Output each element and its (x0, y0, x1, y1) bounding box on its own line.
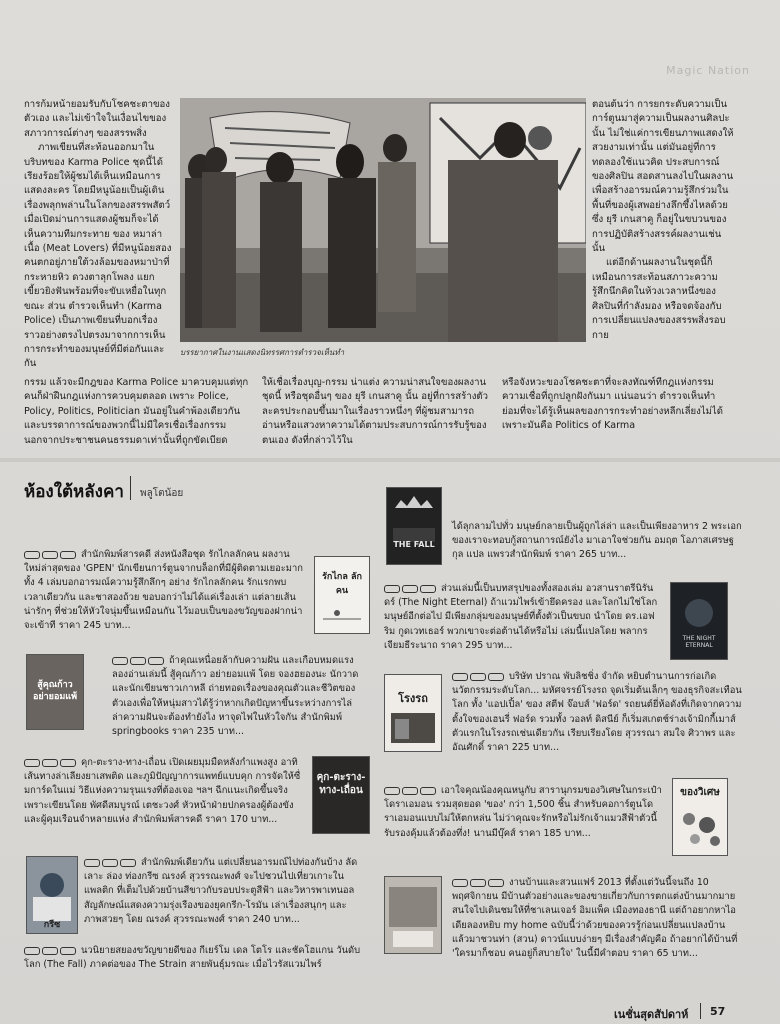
book-bullet-icon (452, 876, 506, 890)
article-bottom-column-2 (262, 376, 488, 448)
book-review-text: ได้ลุกลามไปทั่ว มนุษย์กลายเป็นผู้ถูกไล่ล่า และเป็นเพียงอาหาร 2 พระเอกของเราจะทอบกู้สถานการณ์ยังไง มาเอาใจช่วยกัน อมฤต โอภาสเศรษฐกุล แปล แพรวสำนักพิมพ์ ราคา 265 บาท... (452, 521, 742, 561)
book-cover-art (673, 779, 727, 855)
book-cover-title: THE FALL (393, 540, 435, 549)
book-cover-my-home (384, 876, 442, 954)
article-right-column (592, 98, 734, 343)
book-bullet-icon (84, 856, 138, 870)
book-cover-title: ของวิเศษ (680, 787, 720, 798)
exhibition-photo (180, 98, 586, 342)
book-cover-title: สู้คุณก้าว อย่ายอมแพ้ (32, 680, 78, 702)
book-cover-rak (314, 556, 370, 634)
header-ghost-text: Magic Nation (666, 64, 750, 77)
section-author: พลูโตน้อย (140, 488, 184, 499)
book-cover-kuk (312, 756, 370, 834)
article-bottom-column-3 (502, 376, 734, 434)
photo-caption: บรรยากาศในงานแสดงนิทรรศการตำรวจเห็นทำ (180, 348, 345, 357)
book-bullet-icon (112, 654, 166, 668)
book-cover-night-eternal (670, 582, 728, 660)
book-review (24, 548, 306, 633)
book-review-text: ถ้าคุณเหนื่อยล้ากับความฝัน และเกือบหมดแรงลองอ่านเล่มนี้ สู้คุณก้าว อย่ายอมแพ้ โดย จองฮยองนะ นักวาดและนักเขียนชาวเกาหลี ถ่ายทอดเรื่องของคุณตัวและชีวิตของตัวเองเพื่อให้หนุ่มสาวได้รู้ว่าหากเกิดปัญหาขึ้นระหว่างการไล่ล่าความฝันจะต้องทำยังไง หาจุดไฟในหัวใจกัน สำนักพิมพ์ springbooks ราคา 235 บาท... (112, 655, 359, 738)
article-paragraph: การก้มหน้ายอมรับกับโชคชะตาของตัวเอง และไม่เข้าใจในเงื่อนไขของสภาวการณ์ต่างๆ ของสรรพสิ่ง (24, 99, 170, 139)
book-cover-rongrot (384, 674, 442, 752)
footer-magazine-name: เนชั่นสุดสัปดาห์ (614, 1008, 689, 1021)
book-review-text: บริษัท ปราณ พับลิชชิ่ง จำกัด หยิบตำนานการก่อเกิดนวัตกรรมระดับโลก... มหัศจรรย์โรงรถ จุดเริ่มต้นเล็กๆ ของธุรกิจสะเทือนโลก ทั้ง 'แอปเปิ้ล' ของ สตีฟ จ๊อบส์ 'ฟอร์ด' รถยนต์ยี่ห้อดังที่เกิดจากความตั้งใจของเฮนรี่ ฟอร์ด รวมทั้ง วอลท์ ดิสนีย์ ก็เริ่มสเกตช์ร่างเจ้ามิกกี้เมาส์ตัวแรกในโรงรถเช่นเดียวกัน เรียบเรียงโดย สุวรรณา สมใจ ศิวาพร และอัณศักดิ์ ราคา 225 บาท... (452, 671, 742, 754)
footer-rule (700, 1003, 701, 1019)
book-review-text: สำนักพิมพ์สารคดี ส่งหนังสือชุด รักไกลลักคน ผลงานใหม่ล่าสุดของ 'GPEN' นักเขียนการ์ตูนจากบล็อกที่มีผู้ติดตามเยอะมาก ทั้ง 4 เล่มบอกอารมณ์ความรู้สึกลึกๆ อย่าง รักไกลลักคน รักแรกพบ เวลาเดียวกัน และชาสองถ้วย ขอบอกว่าไม่ได้แค่เรื่องเล่า แต่ลายเส้นน่ารักๆ ที่ช่วยให้หัวใจนุ่มขึ้นเหมือนกัน ไว้มอบเป็นของขวัญของฝากน่าจะเข้าที ราคา 245 บาท... (24, 549, 303, 632)
article-left-column (24, 98, 172, 372)
title-rule (130, 476, 131, 500)
book-bullet-icon (24, 548, 78, 562)
article-bottom-column-1 (24, 376, 256, 448)
article-paragraph: ภาพเขียนที่สะท้อนออกมาในบริบทของ Karma Police ชุดนี้ได้เรียงร้อยให้ผู้ชมได้เห็นเหมือนการแสดงละคร โดยมีหนูน้อยเป็นผู้เดินเรื่องพลุกพล่านในโลกของสรรพสัตว์ เมื่อเปิดม่านการแสดงผู้ชมก็จะได้เห็นความทีมกระทาย ของ หมาล่าเนื้อ (Meat Lovers) ที่มีหนูน้อยสองคนตกอยู่ภายใต้วงล้อมของหมาป่าที่กระหายหิว ดวงตาลุกโพลง แยกเขี้ยวยิงฟันพร้อมที่จะขับเหยื่อในทุกขณะ ส่วน ตำรวจเห็นทำ (Karma Police) เป็นภาพเขียนที่บอกเรื่องราวอย่างตรงไปตรงมาจากการเห็น การกระทำของมนุษย์ที่มีต่อกันและกัน (24, 142, 172, 370)
article-paragraph: ให้เชื่อเรื่องบุญ-กรรม น่าแต่ง ความน่าสนใจของผลงานชุดนี้ หรือชุดอื่นๆ ของ ยุรี เกนสาคู นั้น อยู่ที่การสร้างตัวละครประกอบขึ้นมาในเรื่องราวหนึ่งๆ ที่ผู้ชมสามารถอ่านหรือแสวงหาความได้ตามประสบการณ์การรับรู้ของตนเอง ดังที่กล่าวไว้ใน (262, 377, 489, 446)
book-review-text: เอาใจคุณน้องคุณหนูกับ สารานุกรมของวิเศษในกระเป๋าโดราเอมอน รวมสุดยอด 'ของ' กว่า 1,500 ชิ้น สำหรับคอการ์ตูนโดราเอมอนแบบไม่ให้ตกหล่น ไม่ว่าคุณจะรักหรือไม่รักเจ้าแมวสีฟ้าตัวนี้ รับรองคุ้มแล้วต้องทึ่ง! นานมีบุ๊คส์ ราคา 185 บาท... (384, 785, 662, 839)
article-paragraph: หรือจังหวะของโชคชะตาที่จะลงทัณฑ์ทีกฎแห่งกรรมความเชื่อที่ถูกปลูกฝังกันมา แน่นอนว่า ตำรวจเห็นทำ ย่อมที่จะได้รู้เห็นผลของการกระทำอย่างหลีกเลี่ยงไม่ได้ เพราะมันคือ Politics of Karma (502, 377, 723, 432)
book-bullet-icon (24, 944, 78, 958)
book-cover-title: โรงรถ (398, 692, 428, 705)
book-review (452, 520, 742, 563)
book-review (84, 856, 360, 927)
book-cover-art (385, 675, 441, 751)
book-cover-title: รักไกล ลักคน (322, 572, 362, 596)
book-review-text: งานบ้านและสวนแฟร์ 2013 ที่ตั้งแต่วันนี้จนถึง 10 พฤศจิกายน มีบ้านตัวอย่างและของขายเกี่ยวกับการตกแต่งบ้านมากมาย สนใจไปเดินชมให้ที่ชาเลนเจอร์ อิมแพ็ค เมืองทองธานี แต่ถ้าอยากหาไอเดียลองหยิบ my home ฉบับนี้ว่าด้วยของควรรู้ก่อนเปลี่ยนแปลงบ้าน แล้วมาชวนท่า (สวน) ดาวน์แบบง่ายๆ มีเรื่องสำคัญคือ ถ้าอยากได้บ้านที่ 'ใครมาก็ชอบ คนอยู่ก็สบายใจ' ในนี้มีคำตอบ ราคา 65 บาท... (452, 877, 738, 960)
book-review (24, 756, 306, 827)
article-paragraph: ตอนต้นว่า การยกระดับความเป็นการ์ตูนมาสู่ความเป็นผลงานศิลปะนั้น ไม่ใช่แค่การเขียนภาพแสดงให้สวยงามเท่านั้น แต่มันอยู่ที่การทดลองใช้แนวคิด ประสบการณ์ของศิลปิน สอดสานลงไปในผลงาน เพื่อสร้างอารมณ์ความรู้สึกร่วมในพื้นที่ของผู้เสพอย่างลึกซึ้งไหลด้วย ซึ่ง ยุรี เกนสาคู ก็อยู่ในขบวนของการปฏิบัติสร้างสรรค์ผลงานเช่นนั้น (592, 99, 734, 255)
book-review-text: ส่วนเล่มนี้เป็นบทสรุปของทั้งสองเล่ม อวสานราตรีนิรันดร์ (The Night Eternal) ถ้าแวมไพร์เข้ายึดครอง และโลกไม่ใช่โลกมนุษย์อีกต่อไป มีเพียงกลุ่มของมนุษย์ที่ตั้งตัวเป็นขบถ นำโดย ดร.เอฟริม กูดเวทเธอร์ พวกเขาจะต่อต้านได้หรือไม่ เล่มนี้แปลโดย พลากร เจียมธีระนาถ ราคา 295 บาท... (384, 583, 658, 651)
page-number: 57 (710, 1005, 726, 1018)
book-review-text: คุก-ตะราง-ทาง-เถื่อน เปิดเผยมุมมืดหลังกำแพงสูง อาทิ เส้นทางล่าเลียงยาเสพติด และภูมิปัญญาการแพทย์แบบคุก การจัดให้ซื่มการ์ดในแม่ วิธีแห่งความรุนแรงที่ต้องเจอ ฯลฯ ฉีกแนะเกิดขึ้นจริง เพราะเขียนโดย พัศดีสมบูรณ์ เตชะวงศ์ หัวหน้าฝ่ายปกครองผู้ต้องขังและผู้คุมเรือนจำหลายแห่ง สำนักพิมพ์สารคดี ราคา 170 บาท... (24, 757, 301, 825)
book-review-text: สำนักพิมพ์เดียวกัน แต่เปลี่ยนอารมณ์ไปท่องกันบ้าง ลัด เลาะ ล่อง ท่องกรีซ ณรงค์ สุวรรณะพงศ์ จะไปชวนไปเที่ยวเกาะในแพลติก ที่เต็มไปด้วยบ้านสีขาวกับรอบประตูสีฟ้า และวิหารพาเทนอล สัญลักษณ์แสดงความรุ่งเรืองของยุคกรีก-โรมัน เล่าเรื่องสนุกๆ และภาพสวยๆ โดย ณรงค์ สุวรรณะพงศ์ ราคา 240 บาท... (84, 857, 358, 925)
book-review (112, 654, 362, 739)
book-cover-art (385, 877, 441, 953)
article-paragraph: แต่อีกด้านผลงานในชุดนี้ก็เหมือนการสะท้อนสภาวะความรู้สึกนึกคิดในห้วงเวลาหนึ่งของศิลปินที่กำลังมอง หรือจดจ้องกับการเปลี่ยนแปลงของสรรพสิ่งรอบกาย (592, 257, 726, 341)
book-cover-the-fall (386, 487, 442, 565)
book-bullet-icon (24, 756, 78, 770)
book-review (384, 582, 658, 653)
book-review (24, 944, 364, 972)
section-title: ห้องใต้หลังคา (24, 482, 124, 502)
book-bullet-icon (452, 670, 506, 684)
article-paragraph: กรรม แล้วจะมีกฎของ Karma Police มาควบคุมแต่ทุกคนก็ฝ่าฝืนกฎแห่งการควบคุมตลอด เพราะ Police, Policy, Politics, Politician มันอยู่ในคำพ้องเดียวกันและบรรดาการณ์ของพวกนี้ไม่มีใครเชื่อเรื่องกรรมนอกจากประชาชนคนธรรมดาเท่านั้นที่ถูกขัดเบียด (24, 377, 249, 446)
book-review (452, 670, 742, 755)
book-review-text: นวนิยายสยองขวัญขายดีของ กีเยร์โม เดล โตโร และชัคโฮแกน วันดับโลก (The Fall) ภาคต่อของ The Strain สายพันธุ์มรณะ เมื่อไวรัสแวมไพร์ (24, 945, 361, 971)
book-cover-su (26, 654, 84, 730)
book-cover-doraemon (672, 778, 728, 856)
book-bullet-icon (384, 582, 438, 596)
section-divider (0, 458, 780, 462)
book-cover-art (387, 488, 441, 564)
book-cover-greece (26, 856, 78, 934)
book-cover-art (315, 557, 369, 633)
book-cover-title: THE NIGHT ETERNAL (682, 635, 716, 649)
book-bullet-icon (384, 784, 438, 798)
exhibition-photo-illustration (180, 98, 586, 342)
book-cover-title: คุก-ตะราง-ทาง-เถื่อน (316, 772, 366, 796)
book-review (452, 876, 742, 961)
book-cover-title: กรีซ (43, 920, 61, 930)
book-review (384, 784, 662, 841)
